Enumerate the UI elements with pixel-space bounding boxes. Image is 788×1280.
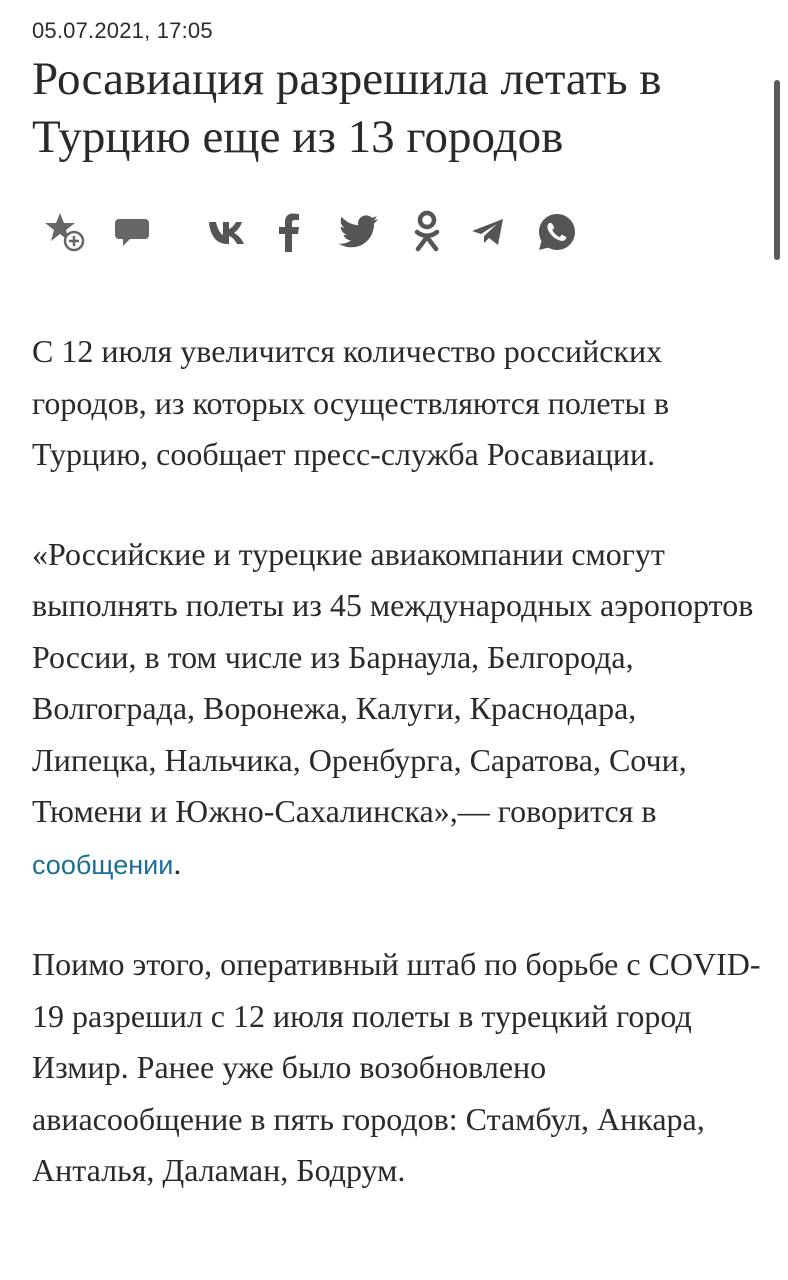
article-date: 05.07.2021, 17:05 bbox=[32, 18, 213, 43]
telegram-icon[interactable] bbox=[470, 208, 506, 256]
share-bar bbox=[44, 208, 604, 258]
comment-icon[interactable] bbox=[112, 208, 152, 256]
twitter-icon[interactable] bbox=[338, 208, 380, 256]
vk-icon[interactable] bbox=[206, 208, 250, 256]
paragraph-2 bbox=[32, 529, 762, 892]
paragraph-1: С 12 июля увеличится количество российских городов, из которых осуществляются полеты в Турцию, сообщает пресс-служба Росавиации. bbox=[32, 333, 670, 472]
scrollbar[interactable] bbox=[774, 80, 780, 260]
odnoklassniki-icon[interactable] bbox=[412, 208, 442, 256]
whatsapp-icon[interactable] bbox=[536, 208, 578, 256]
source-link[interactable]: сообщении bbox=[32, 849, 174, 880]
paragraph-2-text: «Российские и турецкие авиакомпании смогут выполнять полеты из 45 международных аэропортов России, в том числе из Барнаула, Белгорода, Волгограда, Воронежа, Калуги, Краснодара, Липецка, Нальчика, Оренбурга, Саратова, Сочи, Тюмени и Южно-Сахалинска»,— говорится в bbox=[32, 535, 754, 829]
paragraph-2-end: . bbox=[173, 844, 182, 881]
article-body bbox=[32, 326, 762, 1245]
paragraph-3: Поимо этого, оперативный штаб по борьбе с COVID-19 разрешил с 12 июля полеты в турецкий город Измир. Ранее уже было возобновлено авиасообщение в пять городов: Стамбул, Анкара, Анталья, Даламан, Бодрум. bbox=[32, 946, 761, 1188]
facebook-icon[interactable] bbox=[276, 208, 302, 256]
article-title: Росавиация разрешила летать в Турцию еще из 13 городов bbox=[32, 53, 662, 163]
favorite-add-icon[interactable] bbox=[44, 208, 88, 256]
